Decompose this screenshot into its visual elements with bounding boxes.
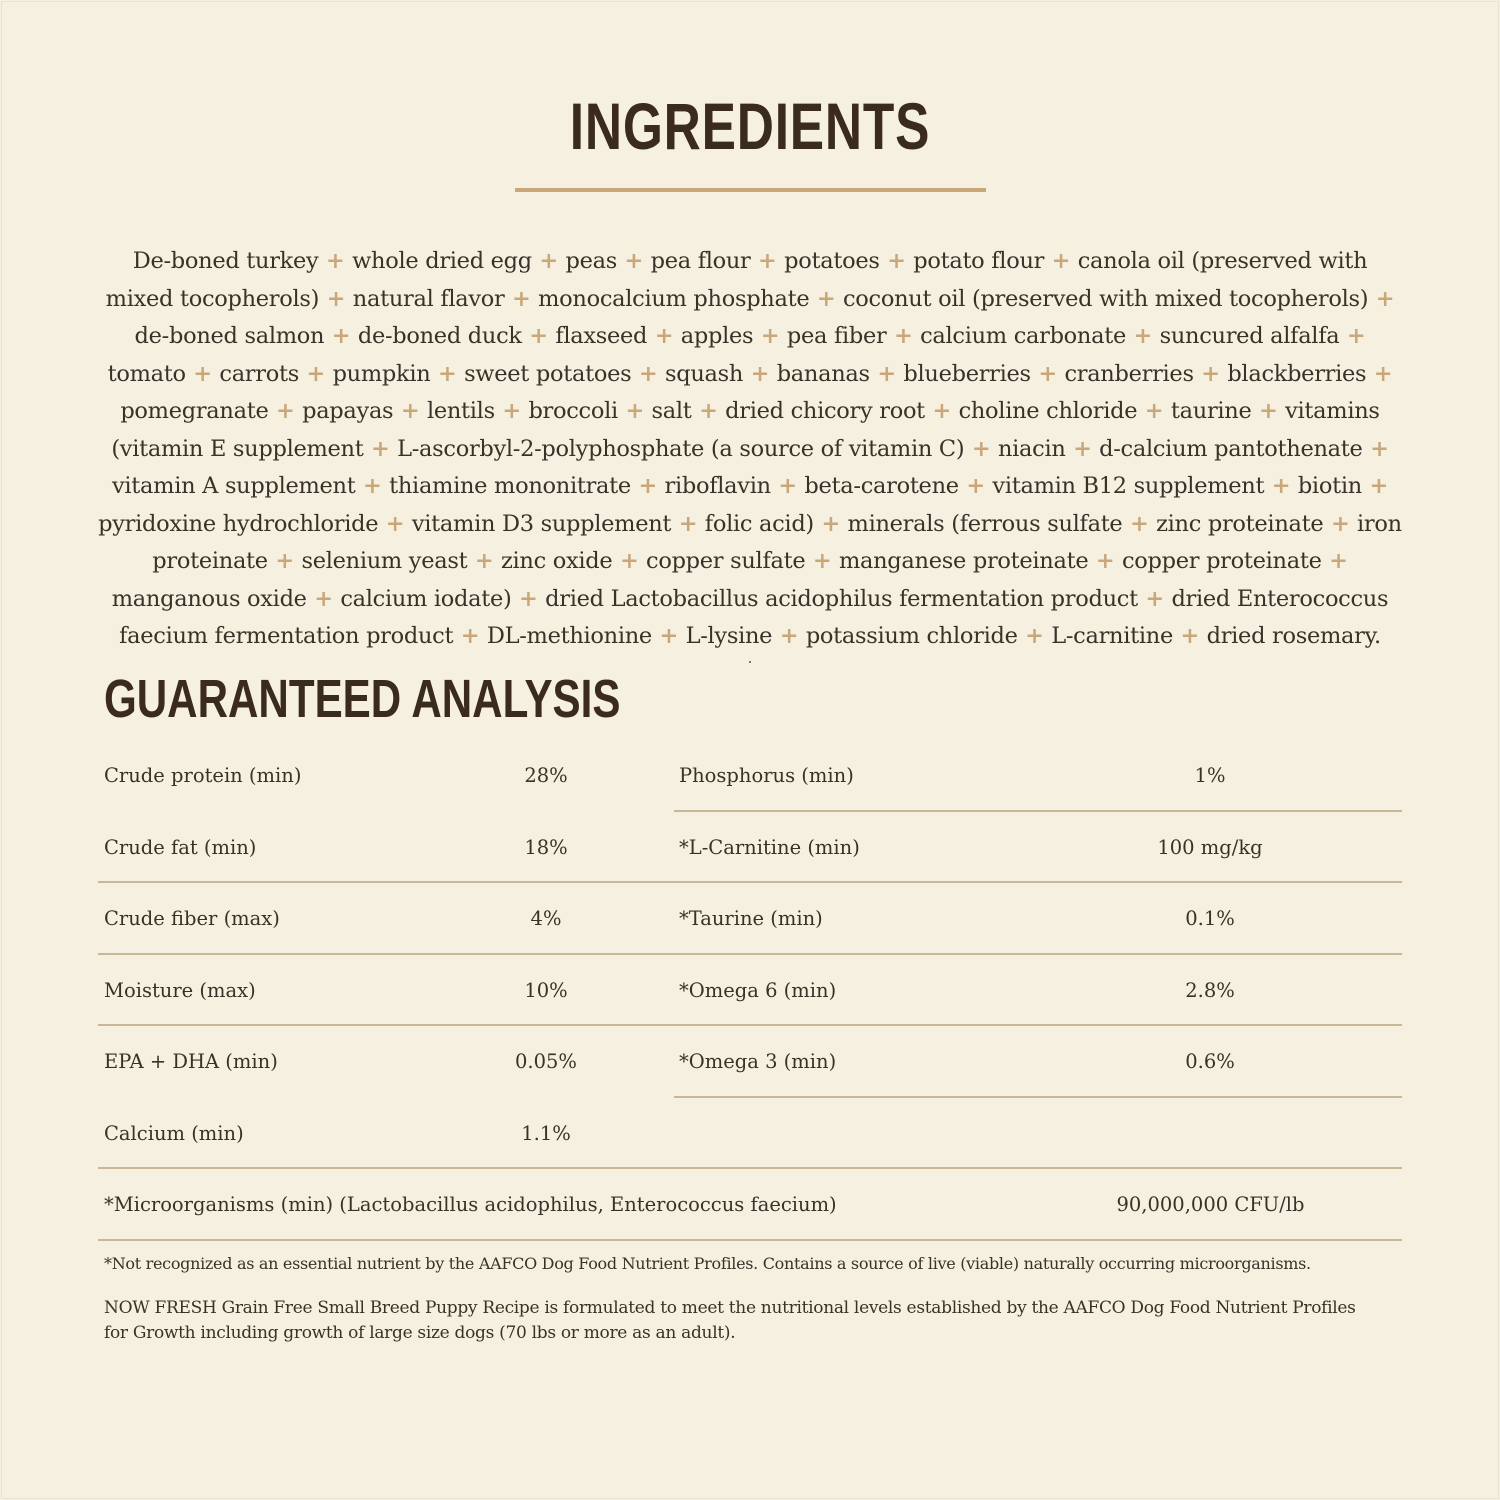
ingredient-item: L-lysine	[685, 623, 773, 649]
plus-separator-icon: +	[1122, 510, 1157, 537]
plus-separator-icon: +	[531, 248, 566, 274]
plus-separator-icon: +	[617, 398, 652, 424]
ingredient-item: dried Lactobacillus acidophilus fermentation product	[545, 585, 1138, 612]
table-row	[98, 740, 1402, 812]
plus-separator-icon: +	[772, 623, 806, 649]
nutrient-label: EPA + DHA (min)	[104, 1050, 278, 1073]
ingredient-item: potato flour	[913, 248, 1045, 274]
plus-separator-icon: +	[1251, 398, 1286, 424]
nutrient-value: 1%	[1194, 764, 1226, 787]
ingredient-item: taurine	[1170, 398, 1252, 424]
plus-separator-icon: +	[630, 473, 665, 499]
ingredient-item: canola oil (preserved with mixed tocopherols)	[105, 248, 1368, 312]
ingredient-item: niacin	[997, 435, 1066, 462]
stray-dot	[749, 661, 751, 663]
plus-separator-icon: +	[1044, 248, 1078, 274]
ingredient-item: riboflavin	[664, 473, 771, 499]
row-divider	[98, 1239, 1402, 1241]
plus-separator-icon: +	[378, 510, 412, 537]
plus-separator-icon: +	[1172, 623, 1207, 649]
ingredient-item: vitamins (vitamin E supplement	[111, 398, 1380, 462]
table-row	[98, 955, 1402, 1027]
nutrient-label: Crude protein (min)	[104, 764, 302, 787]
table-row	[98, 883, 1402, 955]
ingredient-item: vitamin A supplement	[112, 473, 356, 499]
ingredient-item: flaxseed	[555, 323, 648, 349]
ingredient-item: whole dried egg	[352, 248, 532, 274]
ingredient-item: zinc oxide	[500, 548, 613, 574]
plus-separator-icon: +	[743, 360, 777, 387]
ingredient-item: biotin	[1297, 473, 1362, 499]
ingredient-item: pomegranate	[120, 398, 269, 424]
ingredient-item: papayas	[302, 398, 394, 424]
plus-separator-icon: +	[430, 360, 465, 387]
nutrient-label: *L-Carnitine (min)	[679, 835, 860, 859]
plus-separator-icon: +	[1137, 585, 1172, 612]
plus-separator-icon: +	[809, 285, 843, 312]
ingredient-item: dried rosemary.	[1206, 623, 1381, 649]
ingredient-item: calcium iodate)	[340, 585, 512, 612]
nutrient-label: *Omega 6 (min)	[679, 978, 837, 1002]
nutrient-value: 1.1%	[521, 1121, 571, 1145]
plus-separator-icon: +	[504, 285, 539, 312]
ingredient-item: potatoes	[784, 248, 880, 274]
plus-separator-icon: +	[612, 548, 647, 574]
plus-separator-icon: +	[521, 323, 556, 349]
ingredient-item: blackberries	[1227, 360, 1367, 387]
plus-separator-icon: +	[651, 623, 686, 649]
ingredient-item: broccoli	[528, 398, 618, 424]
nutrient-value: 4%	[530, 907, 562, 930]
ingredient-item: potassium chloride	[805, 623, 1018, 649]
ingredient-item: de-boned salmon	[134, 323, 325, 349]
nutrient-value: 100 mg/kg	[1157, 835, 1263, 859]
ingredient-item: De-boned turkey	[132, 248, 319, 274]
nutrient-value: 0.6%	[1185, 1050, 1235, 1073]
aafco-statement: NOW FRESH Grain Free Small Breed Puppy Recipe is formulated to meet the nutritional levels established by the AAFCO Dog Food Nutrient Profiles for Growth including growth of large size dogs (70 lbs or more as an adult).	[104, 1298, 1356, 1343]
table-row	[98, 1098, 1402, 1170]
plus-separator-icon: +	[631, 360, 665, 387]
ingredient-item: manganese proteinate	[838, 548, 1089, 574]
plus-separator-icon: +	[1362, 435, 1389, 462]
ingredient-item: iron proteinate	[152, 510, 1402, 574]
nutrient-label: Phosphorus (min)	[679, 764, 854, 787]
title-divider	[515, 188, 986, 192]
ingredient-item: d-calcium pantothenate	[1099, 435, 1363, 462]
ingredient-item: lentils	[426, 398, 495, 424]
plus-separator-icon: +	[1321, 548, 1348, 574]
ingredient-item: beta-carotene	[804, 473, 959, 499]
plus-separator-icon: +	[1030, 360, 1065, 387]
nutrient-value: 28%	[524, 764, 568, 787]
plus-separator-icon: +	[1137, 398, 1171, 424]
plus-separator-icon: +	[958, 473, 993, 499]
table-row-microorganisms	[98, 1169, 1402, 1241]
plus-separator-icon: +	[1193, 360, 1228, 387]
plus-separator-icon: +	[1323, 510, 1358, 537]
nutrient-value: 0.05%	[515, 1050, 577, 1073]
plus-separator-icon: +	[494, 398, 529, 424]
plus-separator-icon: +	[647, 323, 681, 349]
plus-separator-icon: +	[770, 473, 805, 499]
ingredient-item: thiamine mononitrate	[389, 473, 631, 499]
plus-separator-icon: +	[267, 548, 302, 574]
plus-separator-icon: +	[869, 360, 904, 387]
ingredient-item: L-ascorbyl-2-polyphosphate (a source of vitamin C)	[397, 435, 965, 462]
ingredient-item: copper proteinate	[1122, 548, 1322, 574]
ingredient-item: dried Enterococcus faecium fermentation product	[119, 585, 1389, 649]
plus-separator-icon: +	[185, 360, 220, 387]
ingredient-item: apples	[680, 323, 754, 349]
plus-separator-icon: +	[813, 510, 848, 537]
ingredient-item: pumpkin	[332, 360, 431, 387]
ingredient-item: dried chicory root	[725, 398, 925, 424]
ingredient-item: peas	[565, 248, 617, 274]
plus-separator-icon: +	[879, 248, 914, 274]
ingredient-item: L-carnitine	[1051, 623, 1173, 649]
plus-separator-icon: +	[753, 323, 787, 349]
nutrient-value: 10%	[524, 978, 568, 1002]
plus-separator-icon: +	[691, 398, 726, 424]
ingredient-item: calcium carbonate	[920, 323, 1126, 349]
nutrient-label: Moisture (max)	[104, 978, 256, 1002]
plus-separator-icon: +	[324, 323, 358, 349]
nutrient-value: 0.1%	[1185, 907, 1235, 930]
plus-separator-icon: +	[1017, 623, 1052, 649]
ingredient-item: minerals (ferrous sulfate	[847, 510, 1123, 537]
plus-separator-icon: +	[750, 248, 785, 274]
plus-separator-icon: +	[1088, 548, 1122, 574]
plus-separator-icon: +	[355, 473, 390, 499]
ingredient-item: coconut oil (preserved with mixed tocopherols)	[843, 285, 1369, 312]
nutrient-label: *Omega 3 (min)	[679, 1050, 837, 1073]
plus-separator-icon: +	[393, 398, 427, 424]
plus-separator-icon: +	[1264, 473, 1298, 499]
plus-separator-icon: +	[363, 435, 398, 462]
plus-separator-icon: +	[964, 435, 998, 462]
guaranteed-analysis-title: GUARANTEED ANALYSIS	[104, 669, 621, 729]
ingredient-item: pea fiber	[786, 323, 887, 349]
plus-separator-icon: +	[1366, 360, 1393, 387]
ingredient-item: bananas	[776, 360, 870, 387]
plus-separator-icon: +	[1125, 323, 1160, 349]
ingredient-item: pyridoxine hydrochloride	[98, 510, 379, 537]
table-row	[98, 812, 1402, 884]
ingredient-item: selenium yeast	[301, 548, 468, 574]
ingredient-item: cranberries	[1064, 360, 1194, 387]
ingredient-item: carrots	[219, 360, 299, 387]
ingredients-list	[96, 243, 1404, 656]
nutrient-label: Calcium (min)	[104, 1121, 244, 1145]
ingredient-item: zinc proteinate	[1156, 510, 1324, 537]
plus-separator-icon: +	[306, 585, 341, 612]
plus-separator-icon: +	[924, 398, 959, 424]
analysis-table	[98, 740, 1402, 1241]
nutrient-label: *Taurine (min)	[679, 907, 823, 930]
nutrient-label: Crude fiber (max)	[104, 907, 280, 930]
plus-separator-icon: +	[1065, 435, 1100, 462]
plus-separator-icon: +	[1339, 323, 1366, 349]
footnote: *Not recognized as an essential nutrient by the AAFCO Dog Food Nutrient Profiles. Contains a source of live (viable) naturally occurring microorganisms.	[104, 1254, 1311, 1273]
ingredient-item: tomato	[107, 360, 186, 387]
ingredient-item: sweet potatoes	[464, 360, 632, 387]
ingredient-item: vitamin B12 supplement	[992, 473, 1265, 499]
plus-separator-icon: +	[511, 585, 546, 612]
ingredient-item: folic acid)	[704, 510, 814, 537]
ingredient-item: copper sulfate	[646, 548, 806, 574]
plus-separator-icon: +	[671, 510, 705, 537]
plus-separator-icon: +	[319, 285, 353, 312]
ingredient-item: natural flavor	[352, 285, 505, 312]
ingredient-item: pea flour	[650, 248, 751, 274]
ingredient-item: DL-methionine	[486, 623, 652, 649]
plus-separator-icon: +	[886, 323, 921, 349]
plus-separator-icon: +	[616, 248, 651, 274]
nutrient-value: 18%	[524, 835, 568, 859]
nutrient-label: *Microorganisms (min) (Lactobacillus acidophilus, Enterococcus faecium)	[104, 1193, 837, 1216]
ingredient-item: monocalcium phosphate	[538, 285, 810, 312]
ingredient-item: manganous oxide	[111, 585, 307, 612]
plus-separator-icon: +	[298, 360, 333, 387]
plus-separator-icon: +	[318, 248, 353, 274]
plus-separator-icon: +	[1361, 473, 1388, 499]
ingredient-item: de-boned duck	[357, 323, 522, 349]
plus-separator-icon: +	[805, 548, 839, 574]
ingredient-item: squash	[664, 360, 744, 387]
nutrient-value: 90,000,000 CFU/lb	[1116, 1193, 1305, 1216]
ingredients-title: INGREDIENTS	[569, 89, 931, 163]
ingredient-item: suncured alfalfa	[1159, 323, 1340, 349]
table-row	[98, 1026, 1402, 1098]
ingredient-item: choline chloride	[958, 398, 1138, 424]
nutrient-label: Crude fat (min)	[104, 835, 257, 859]
plus-separator-icon: +	[268, 398, 303, 424]
plus-separator-icon: +	[453, 623, 487, 649]
ingredient-item: blueberries	[903, 360, 1031, 387]
nutrient-value: 2.8%	[1185, 978, 1235, 1002]
ingredient-item: vitamin D3 supplement	[411, 510, 672, 537]
ingredient-item: salt	[651, 398, 692, 424]
plus-separator-icon: +	[467, 548, 501, 574]
plus-separator-icon: +	[1368, 285, 1395, 312]
